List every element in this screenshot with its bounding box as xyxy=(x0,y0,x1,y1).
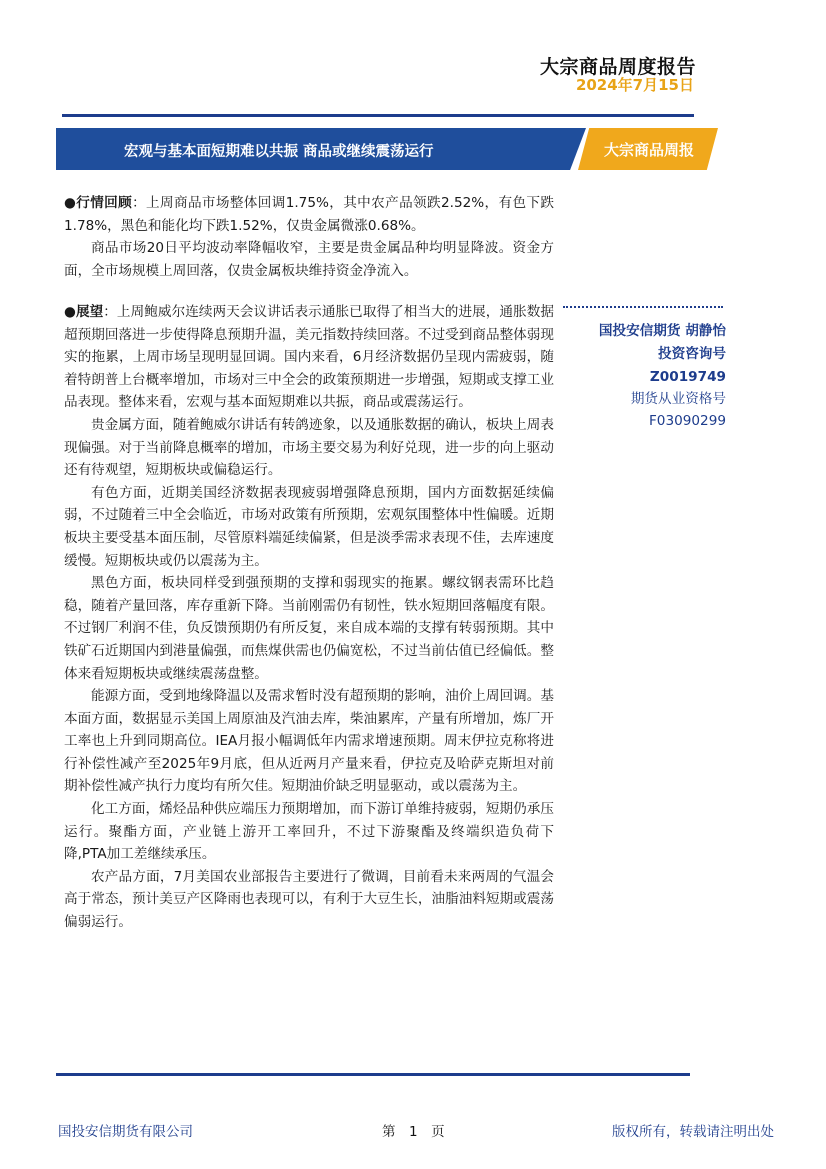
review-bullet: ● xyxy=(64,195,77,211)
analyst-license-label: 期货从业资格号 xyxy=(630,391,726,407)
review-paragraph-2: 商品市场20日平均波动率降幅收窄，主要是贵金属品种均明显降波。资金方面，全市场规模上周回落，仅贵金属板块维持资金净流入。 xyxy=(64,240,554,279)
header-rule xyxy=(62,114,694,117)
footer-company: 国投安信期货有限公司 xyxy=(58,1124,193,1140)
banner-label: 大宗商品周报 xyxy=(604,141,695,159)
report-date: 2024年7月15日 xyxy=(575,76,694,94)
outlook-paragraph-1 xyxy=(64,301,554,414)
energy-paragraph: 能源方面，受到地缘降温以及需求暂时没有超预期的影响，油价上周回调。基本面方面，数据显示美国上周原油及汽油去库，柴油累库，产量有所增加，炼厂开工率也上升到同期高位。IEA月报小幅调低年内需求增速预期。周末伊拉克称将进行补偿性减产至2025年9月底，但从近两月产量来看，伊拉克及哈萨克斯坦对前期补偿性减产执行力度均有所欠佳。短期油价缺乏明显驱动，或以震荡为主。 xyxy=(64,688,554,795)
outlook-section xyxy=(64,301,554,934)
review-lead: 行情回顾 xyxy=(76,195,133,211)
precious-metals-paragraph: 贵金属方面，随着鲍威尔讲话有转鸽迹象，以及通胀数据的确认，板块上周表现偏强。对于当前降息概率的增加，市场主要交易为利好兑现，进一步的向上驱动还有待观望，短期板块或偏稳运行。 xyxy=(64,416,554,479)
analyst-license-id: F03090299 xyxy=(648,413,726,429)
footer-rights: 版权所有，转载请注明出处 xyxy=(612,1124,774,1140)
banner xyxy=(56,128,718,170)
banner-headline: 宏观与基本面短期难以共振 商品或继续震荡运行 xyxy=(124,144,434,160)
ferrous-paragraph: 黑色方面，板块同样受到强预期的支撑和弱现实的拖累。螺纹钢表需环比趋稳，随着产量回落，库存重新下降。当前刚需仍有韧性，铁水短期回落幅度有限。不过钢厂利润不佳，负反馈预期仍有所反复，来自成本端的支撑有转弱预期。其中铁矿石近期国内到港量偏强，而焦煤供需也仍偏宽松，不过当前估值已经偏低。整体来看短期板块或继续震荡盘整。 xyxy=(64,575,554,682)
agriculture-paragraph: 农产品方面，7月美国农业部报告主要进行了微调，目前看未来两周的气温会高于常态，预计美豆产区降雨也表现可以，有利于大豆生长，油脂油料短期或震荡偏弱运行。 xyxy=(64,868,554,931)
outlook-bullet: ● xyxy=(64,304,76,320)
review-section xyxy=(64,192,554,282)
outlook-lead: 展望 xyxy=(75,304,104,320)
analyst-name: 国投安信期货 胡静怡 xyxy=(598,323,726,339)
footer-rule xyxy=(56,1073,690,1076)
footer-page-number: 第 1 页 xyxy=(382,1124,445,1140)
review-text-1: ：上周商品市场整体回调1.75%，其中农产品领跌2.52%，有色下跌1.78%，黑色和能化均下跌1.52%，仅贵金属微涨0.68%。 xyxy=(64,195,554,234)
outlook-text-1: ：上周鲍威尔连续两天会议讲话表示通胀已取得了相当大的进展，通胀数据超预期回落进一步使得降息预期升温，美元指数持续回落。不过受到商品整体弱现实的拖累，上周市场呈现明显回调。国内来看，6月经济数据仍呈现内需疲弱，随着特朗普上台概率增加，市场对三中全会的政策预期进一步增强，短期或支撑工业品表现。整体来看，宏观与基本面短期难以共振，商品或震荡运行。 xyxy=(64,304,554,411)
review-paragraph-1 xyxy=(64,192,554,237)
chemical-paragraph: 化工方面，烯烃品种供应端压力预期增加，而下游订单维持疲弱，短期仍承压运行。聚酯方面，产业链上游开工率回升，不过下游聚酯及终端织造负荷下降,PTA加工差继续承压。 xyxy=(64,801,554,863)
analyst-consult-label: 投资咨询号 xyxy=(658,346,726,362)
report-title: 大宗商品周度报告 xyxy=(539,56,696,78)
analyst-divider xyxy=(563,306,723,308)
analyst-consult-id: Z0019749 xyxy=(649,369,726,385)
nonferrous-paragraph: 有色方面，近期美国经济数据表现疲弱增强降息预期，国内方面数据延续偏弱，不过随着三中全会临近，市场对政策有所预期，宏观氛围整体中性偏暖。近期板块主要受基本面压制，尽管原料端延续偏紧，但是淡季需求表现不佳，去库速度缓慢。短期板块或仍以震荡为主。 xyxy=(64,484,554,569)
